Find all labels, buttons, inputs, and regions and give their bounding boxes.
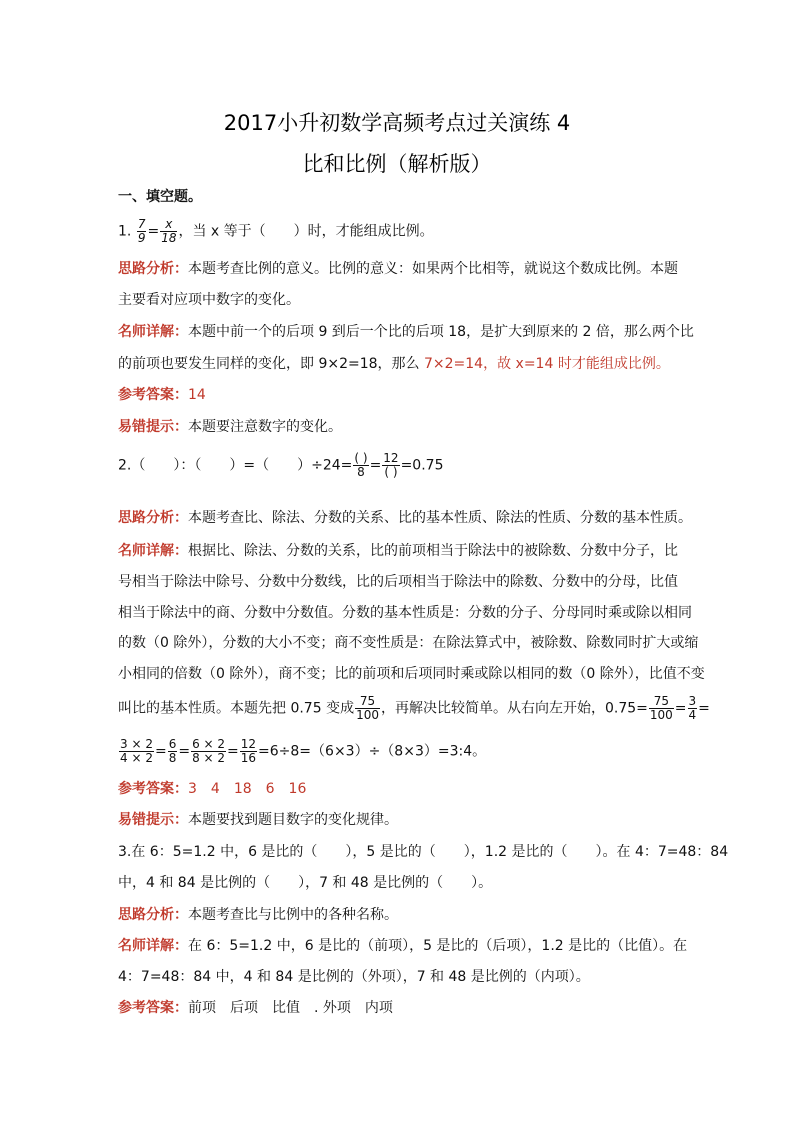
q1-answer-value: 14	[188, 387, 206, 403]
answer-label: 参考答案	[118, 781, 174, 797]
q3-answer	[118, 999, 393, 1017]
denominator: 100	[356, 708, 379, 722]
label-colon: ：	[174, 510, 188, 526]
equals: =	[154, 743, 167, 760]
page-title: 2017小升初数学高频考点过关演练 4	[223, 111, 571, 135]
numerator: 75	[649, 695, 674, 709]
label-colon: ：	[174, 907, 188, 923]
denominator: 16	[240, 751, 257, 765]
equals: =	[147, 223, 160, 240]
q2-detail-line3: 相当于除法中的商、分数中分数值。分数的基本性质是：分数的分子、分母同时乘或除以相同	[118, 605, 692, 621]
label-colon: ：	[174, 543, 188, 559]
q2-detail-line4: 的数（0 除外），分数的大小不变；商不变性质是：在除法算式中，被除数、除数同时扩大或缩	[118, 635, 699, 651]
q3-analysis	[118, 906, 398, 924]
detail-label: 名师详解	[118, 543, 174, 559]
numerator: 12	[383, 451, 399, 465]
analysis-label: 思路分析	[118, 261, 174, 277]
fraction-75-100	[649, 695, 674, 722]
label-colon: ：	[174, 1000, 188, 1016]
q1-detail-highlight: 7×2=14，故 x=14 时才能组成比例。	[424, 356, 670, 372]
q2-detail-line7	[118, 738, 486, 765]
fraction-12-16	[240, 738, 257, 765]
q2-detail-line1	[118, 542, 678, 560]
q2-tip	[118, 811, 398, 829]
q2-prompt	[118, 452, 443, 479]
numerator: x	[160, 218, 177, 232]
detail-label: 名师详解	[118, 324, 174, 340]
q1-number: 1.	[118, 223, 132, 240]
numerator: 7	[137, 217, 146, 231]
denominator: 18	[161, 231, 177, 245]
q2-analysis-text: 本题考查比、除法、分数的关系、比的基本性质、除法的性质、分数的基本性质。	[188, 510, 692, 526]
q3-detail-line2: 4：7=48：84 中，4 和 84 是比例的（外项），7 和 48 是比例的（内项）。	[118, 969, 590, 985]
q3-analysis-text: 本题考查比与比例中的各种名称。	[188, 907, 398, 923]
label-colon: ：	[174, 261, 188, 277]
numerator: ( )	[354, 451, 368, 465]
analysis-label: 思路分析	[118, 510, 174, 526]
q3-answer-value: 前项 后项 比值 . 外项 内项	[188, 1000, 393, 1016]
q2-detail-line2: 号相当于除法中除号、分数中分数线，比的后项相当于除法中的除数、分数中的分母，比值	[118, 574, 678, 590]
q1-fraction-left	[137, 218, 147, 245]
q2-detail-text: 叫比的基本性质。本题先把 0.75 变成	[118, 700, 355, 717]
q1-analysis-text: 本题考查比例的意义。比例的意义：如果两个比相等，就说这个数成比例。本题	[188, 261, 678, 277]
q2-fraction-left	[353, 452, 368, 479]
q1-answer	[118, 386, 206, 404]
q3-prompt-line1: 3.在 6：5=1.2 中，6 是比的（ ），5 是比的（ ），1.2 是比的（ ）。在 4：7=48：84	[118, 844, 729, 860]
q2-prompt-text: 2.（ ）：（ ）=（ ）÷24=	[118, 457, 353, 474]
q1-analysis-line2: 主要看对应项中数字的变化。	[118, 292, 300, 308]
denominator: 8	[168, 751, 177, 765]
label-colon: ：	[174, 938, 188, 954]
q2-prompt-tail: =0.75	[400, 457, 444, 474]
numerator: 3	[688, 694, 697, 708]
equals: =	[698, 700, 710, 717]
fraction-75-100	[355, 695, 380, 722]
q1-detail-text: 的前项也要发生同样的变化，即 9×2=18，那么	[118, 356, 424, 372]
q1-tip	[118, 418, 342, 436]
q3-prompt-line2: 中，4 和 84 是比例的（ ），7 和 48 是比例的（ ）。	[118, 875, 493, 891]
q1-detail-line1	[118, 323, 694, 341]
denominator: 4	[688, 708, 697, 722]
answer-label: 参考答案	[118, 1000, 174, 1016]
q2-analysis	[118, 509, 692, 527]
label-colon: ：	[174, 419, 188, 435]
label-colon: ：	[174, 387, 188, 403]
q2-detail-line6	[118, 695, 710, 722]
fraction-6-8	[168, 738, 178, 765]
fraction-6x2-8x2	[191, 738, 226, 765]
analysis-label: 思路分析	[118, 907, 174, 923]
label-colon: ：	[174, 781, 188, 797]
equals: =	[674, 700, 687, 717]
numerator: 6 × 2	[192, 737, 226, 751]
section-heading: 一、填空题。	[118, 189, 202, 205]
q1-detail-line2	[118, 355, 670, 373]
numerator: 3 × 2	[120, 737, 153, 751]
denominator: ( )	[384, 465, 398, 479]
q1-fraction-right	[160, 218, 177, 245]
q2-detail-text: ，再解决比较简单。从右向左开始，0.75=	[380, 700, 648, 717]
equals: =	[369, 457, 382, 474]
fraction-3x2-4x2	[119, 738, 154, 765]
numerator: 12	[240, 737, 257, 751]
fraction-3-4	[688, 695, 698, 722]
denominator: 8 × 2	[192, 751, 226, 765]
denominator: 100	[649, 708, 673, 722]
equals: =	[227, 743, 239, 760]
q2-fraction-right	[382, 452, 399, 479]
tip-label: 易错提示	[118, 419, 174, 435]
denominator: 4 × 2	[120, 751, 153, 765]
q2-detail-line5: 小相同的倍数（0 除外），商不变；比的前项和后项同时乘或除以相同的数（0 除外），比值不变	[118, 666, 705, 682]
denominator: 8	[357, 465, 365, 479]
page-subtitle: 比和比例（解析版）	[302, 152, 492, 176]
q2-answer-value: 3 4 18 6 16	[188, 781, 307, 797]
q2-detail-text: =6÷8=（6×3）÷（8×3）=3:4。	[258, 743, 487, 760]
label-colon: ：	[174, 324, 188, 340]
q2-answer	[118, 780, 306, 798]
q2-detail-text: 根据比、除法、分数的关系，比的前项相当于除法中的被除数、分数中分子，比	[188, 543, 678, 559]
q1-analysis-line1	[118, 260, 678, 278]
tip-label: 易错提示	[118, 812, 174, 828]
numerator: 75	[355, 695, 380, 709]
q2-tip-text: 本题要找到题目数字的变化规律。	[188, 812, 398, 828]
detail-label: 名师详解	[118, 938, 174, 954]
q1-prompt-text: ，当 x 等于（ ）时，才能组成比例。	[178, 223, 434, 240]
label-colon: ：	[174, 812, 188, 828]
q3-detail-text: 在 6：5=1.2 中，6 是比的（前项），5 是比的（后项），1.2 是比的（比值）。在	[188, 938, 688, 954]
numerator: 6	[168, 737, 177, 751]
answer-label: 参考答案	[118, 387, 174, 403]
denominator: 9	[137, 231, 146, 245]
equals: =	[178, 743, 191, 760]
q1-detail-text: 本题中前一个的后项 9 到后一个比的后项 18，是扩大到原来的 2 倍，那么两个比	[188, 324, 694, 340]
q3-detail-line1	[118, 937, 687, 955]
q1-tip-text: 本题要注意数字的变化。	[188, 419, 342, 435]
q1-prompt	[118, 218, 434, 245]
